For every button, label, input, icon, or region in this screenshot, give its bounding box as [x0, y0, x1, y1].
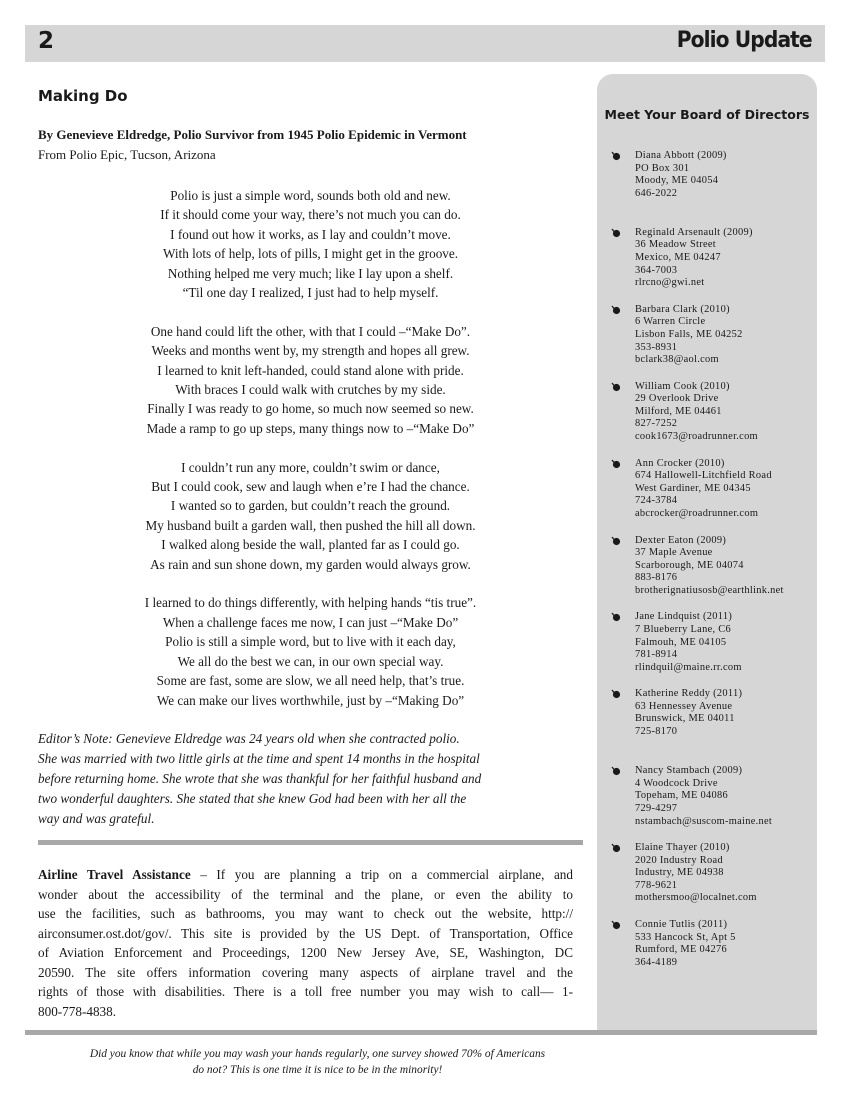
director-line: Katherine Reddy (2011): [635, 688, 743, 700]
editor-note: [38, 729, 578, 829]
poem-stanza: [38, 322, 583, 438]
director-line: Mexico, ME 04247: [635, 252, 721, 264]
poem-line: Polio is still a simple word, but to live with it each day,: [165, 634, 456, 650]
poem: [38, 186, 583, 729]
director-line: Dexter Eaton (2009): [635, 534, 727, 546]
director-line: Lisbon Falls, ME 04252: [635, 328, 743, 340]
leaf-bullet-icon: [611, 151, 621, 161]
airline-line: [38, 865, 573, 885]
director-line: Jane Lindquist (2011): [635, 611, 733, 623]
poem-line: Made a ramp to go up steps, many things now to –“Make Do”: [146, 420, 475, 436]
director-details: [635, 150, 815, 200]
director-details: [635, 381, 815, 444]
director-line: 725-8170: [635, 726, 678, 738]
director-line: 533 Hancock St, Apt 5: [635, 931, 736, 943]
poem-stanza: [38, 458, 583, 574]
director-line: 781-8914: [635, 649, 678, 661]
poem-line: I learned to knit left-handed, could stand alone with pride.: [157, 362, 464, 378]
director-line: 4 Woodcock Drive: [635, 777, 718, 789]
director-line: Nancy Stambach (2009): [635, 765, 743, 777]
director-details: [635, 304, 815, 367]
poem-line: But I could cook, sew and laugh when e’re I had the chance.: [151, 479, 470, 495]
leaf-bullet-icon: [611, 459, 621, 469]
airline-text: wonder about the accessibility of the terminal and the plane, or even the ability to: [38, 886, 573, 902]
director-line: nstambach@suscom-maine.net: [635, 815, 773, 827]
director-line: 29 Overlook Drive: [635, 393, 719, 405]
director-line: Brunswick, ME 04011: [635, 713, 735, 725]
poem-line: We all do the best we can, in our own special way.: [177, 653, 444, 669]
airline-line: [38, 885, 573, 905]
poem-line: I found out how it works, as I lay and couldn’t move.: [170, 226, 451, 242]
airline-text: rights of those with disabilities. There is a toll free number you may wish to call— 1-: [38, 984, 573, 999]
poem-line: One hand could lift the other, with that I could –“Make Do”.: [150, 323, 471, 339]
editor-note-line: She was married with two little girls at the time and spent 14 months in the hospital: [38, 751, 480, 766]
poem-line: As rain and sun shone down, my garden would always grow.: [150, 556, 471, 572]
director-line: 883-8176: [635, 572, 678, 584]
footnote-line: do not? This is one time it is nice to be in the minority!: [192, 1064, 443, 1076]
director-line: 674 Hallowell-Litchfield Road: [635, 470, 772, 482]
airline-text: – If you are planning a trip on a commercial airplane, and: [190, 867, 573, 882]
leaf-bullet-icon: [611, 843, 621, 853]
article-source: From Polio Epic, Tucson, Arizona: [38, 147, 216, 162]
airline-text: 20590. The site offers information covering many aspects of airplane travel and the: [38, 964, 573, 980]
director-line: Diana Abbott (2009): [635, 150, 727, 161]
director-details: [635, 765, 815, 828]
airline-line: [38, 1002, 573, 1022]
director-line: Falmouh, ME 04105: [635, 636, 727, 648]
leaf-bullet-icon: [611, 612, 621, 622]
director-line: Scarborough, ME 04074: [635, 559, 744, 571]
airline-line: [38, 982, 573, 1002]
director-line: 724-3784: [635, 495, 678, 507]
director-details: [635, 919, 815, 969]
director-line: abcrocker@roadrunner.com: [635, 507, 759, 519]
director-line: mothersmoo@localnet.com: [635, 892, 757, 904]
footnote-line: Did you know that while you may wash your hands regularly, one survey showed 70% of Americans: [89, 1048, 546, 1060]
poem-line: “Til one day I realized, I just had to help myself.: [182, 285, 439, 301]
article-title: Making Do: [38, 87, 128, 105]
article-byline: By Genevieve Eldredge, Polio Survivor from 1945 Polio Epidemic in Vermont: [38, 127, 467, 142]
director-line: 646-2022: [635, 187, 678, 199]
director-details: [635, 458, 815, 521]
editor-note-line: way and was grateful.: [38, 811, 155, 826]
leaf-bullet-icon: [611, 689, 621, 699]
poem-stanza: [38, 593, 583, 709]
director-line: Connie Tutlis (2011): [635, 919, 728, 930]
poem-line: I walked along beside the wall, planted far as I could go.: [161, 537, 460, 553]
director-line: Reginald Arsenault (2009): [635, 226, 753, 238]
director-line: 6 Warren Circle: [635, 316, 706, 328]
publication-title: Polio Update: [676, 28, 812, 53]
poem-line: Some are fast, some are slow, we all need help, that’s true.: [156, 673, 465, 689]
director-line: Rumford, ME 04276: [635, 944, 727, 956]
airline-line: [38, 943, 573, 963]
board-of-directors-sidebar: [597, 74, 817, 1032]
director-line: Milford, ME 04461: [635, 405, 722, 417]
director-line: Elaine Thayer (2010): [635, 842, 730, 854]
director-details: [635, 842, 815, 905]
airline-travel-article: [38, 865, 573, 1021]
director-line: Barbara Clark (2010): [635, 303, 730, 315]
page-header: [25, 25, 825, 62]
poem-line: Finally I was ready to go home, so much now seemed so new.: [147, 401, 474, 417]
leaf-bullet-icon: [611, 382, 621, 392]
director-line: brotherignatiusosb@earthlink.net: [635, 584, 784, 596]
footnote: [25, 1046, 610, 1078]
leaf-bullet-icon: [611, 766, 621, 776]
section-divider: [38, 840, 583, 845]
airline-heading: Airline Travel Assistance: [38, 867, 191, 882]
director-line: 778-9621: [635, 879, 678, 891]
airline-line: [38, 924, 573, 944]
airline-text: 800-778-4838.: [38, 1003, 117, 1019]
airline-text: of Aviation Enforcement and Proceedings, 1200 New Jersey Ave, SE, Washington, DC: [38, 945, 573, 960]
poem-line: Polio is just a simple word, sounds both old and new.: [170, 188, 451, 203]
director-details: [635, 227, 815, 290]
director-line: Ann Crocker (2010): [635, 457, 725, 469]
director-line: 37 Maple Avenue: [635, 547, 713, 559]
director-line: 364-7003: [635, 264, 678, 276]
editor-note-line: two wonderful daughters. She stated that she knew God had been with her all the: [38, 791, 467, 806]
director-line: 729-4297: [635, 802, 678, 814]
poem-line: With braces I could walk with crutches by my side.: [175, 382, 446, 398]
poem-line: Nothing helped me very much; like I lay upon a shelf.: [167, 265, 454, 281]
editor-note-line: Editor’s Note: Genevieve Eldredge was 24 years old when she contracted polio.: [38, 731, 460, 746]
footer-divider: [25, 1030, 817, 1035]
director-line: cook1673@roadrunner.com: [635, 431, 758, 443]
leaf-bullet-icon: [611, 920, 621, 930]
airline-line: [38, 963, 573, 983]
director-line: rlindquil@maine.rr.com: [635, 661, 742, 673]
leaf-bullet-icon: [611, 536, 621, 546]
director-line: bclark38@aol.com: [635, 354, 719, 366]
director-line: 36 Meadow Street: [635, 239, 716, 251]
poem-line: My husband built a garden wall, then pushed the hill all down.: [145, 517, 476, 533]
poem-line: Weeks and months went by, my strength and hopes all grew.: [151, 343, 470, 359]
director-line: 353-8931: [635, 341, 678, 353]
airline-text: use the facilities, such as bathrooms, you may want to check out the website, http://: [38, 906, 573, 921]
airline-text: airconsumer.ost.dot/gov/. This site is provided by the US Dept. of Transportation, Office: [38, 925, 573, 941]
poem-line: I couldn’t run any more, couldn’t swim or dance,: [181, 459, 440, 475]
leaf-bullet-icon: [611, 228, 621, 238]
poem-line: With lots of help, lots of pills, I might get in the groove.: [162, 246, 459, 262]
director-line: 364-4189: [635, 956, 678, 968]
poem-line: We can make our lives worthwhile, just by –“Making Do”: [156, 692, 465, 708]
director-line: 2020 Industry Road: [635, 854, 723, 866]
poem-line: If it should come your way, there’s not much you can do.: [160, 207, 461, 223]
editor-note-line: before returning home. She wrote that she was thankful for her faithful husband and: [38, 771, 482, 786]
director-line: William Cook (2010): [635, 380, 730, 392]
poem-line: When a challenge faces me now, I can just –“Make Do”: [162, 614, 459, 630]
director-line: West Gardiner, ME 04345: [635, 482, 751, 494]
director-line: 7 Blueberry Lane, C6: [635, 623, 732, 635]
airline-line: [38, 904, 573, 924]
page-number: 2: [38, 28, 54, 54]
poem-line: I learned to do things differently, with helping hands “tis true”.: [144, 595, 477, 611]
director-line: Moody, ME 04054: [635, 175, 719, 187]
leaf-bullet-icon: [611, 305, 621, 315]
director-details: [635, 535, 815, 598]
director-line: Topeham, ME 04086: [635, 790, 728, 802]
director-line: PO Box 301: [635, 162, 690, 174]
director-line: rlrcno@gwi.net: [635, 277, 705, 289]
director-line: 827-7252: [635, 418, 678, 430]
sidebar-title: Meet Your Board of Directors: [604, 107, 810, 122]
director-details: [635, 611, 815, 674]
director-line: 63 Hennessey Avenue: [635, 700, 733, 712]
poem-line: I wanted so to garden, but couldn’t reach the ground.: [170, 498, 451, 514]
director-details: [635, 688, 815, 738]
director-line: Industry, ME 04938: [635, 867, 724, 879]
poem-stanza: [38, 186, 583, 302]
